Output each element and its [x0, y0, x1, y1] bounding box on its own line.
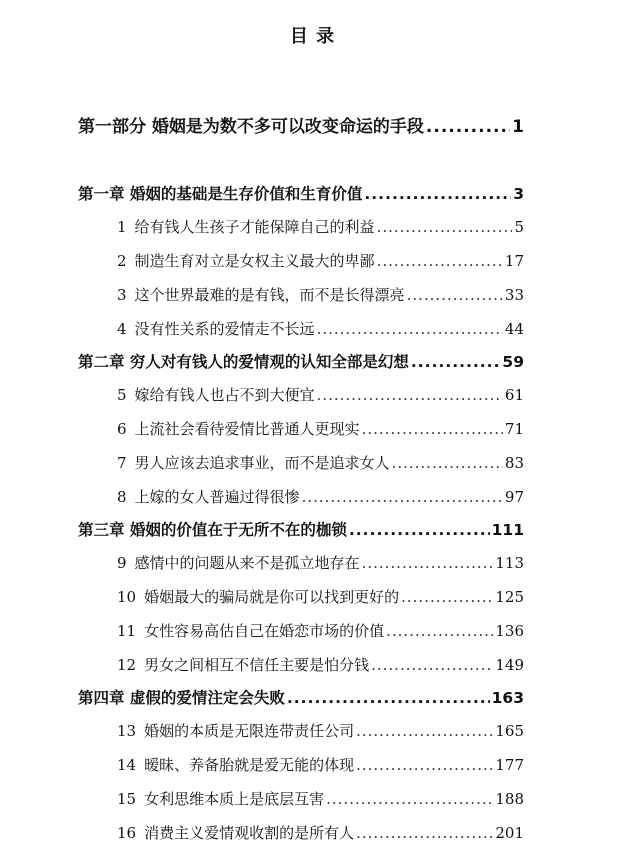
- page-number: 177: [495, 756, 524, 774]
- leader-dots: [377, 252, 503, 270]
- toc-chapter-entry: [78, 686, 524, 708]
- section-number: 3: [117, 286, 127, 304]
- leader-dots: [356, 722, 493, 740]
- part-label: 第一部分 婚姻是为数不多可以改变命运的手段: [78, 117, 424, 137]
- toc-chapter-entry: [78, 182, 524, 204]
- page-number: 59: [502, 353, 524, 371]
- toc-part-entry: [78, 112, 524, 137]
- leader-dots: [362, 554, 494, 572]
- page-number: 71: [504, 420, 524, 438]
- section-number: 4: [117, 320, 127, 338]
- section-title: 女性容易高估自己在婚恋市场的价值: [144, 622, 385, 640]
- page-number: 61: [504, 386, 524, 404]
- leader-dots: [377, 218, 513, 236]
- section-title: 嫁给有钱人也占不到大便宜: [134, 386, 315, 404]
- page-number: 163: [491, 689, 524, 707]
- leader-dots: [401, 588, 493, 606]
- leader-dots: [302, 488, 503, 506]
- leader-dots: [349, 521, 490, 539]
- section-number: 7: [117, 454, 127, 472]
- section-title: 消费主义爱情观收割的是所有人: [144, 824, 355, 842]
- chapter-label: 第三章 婚姻的价值在于无所不在的枷锁: [78, 521, 347, 539]
- page-number: 97: [504, 488, 524, 506]
- section-number: 10: [117, 588, 137, 606]
- section-title: 婚姻最大的骗局就是你可以找到更好的: [144, 588, 400, 606]
- section-number: 14: [117, 756, 137, 774]
- toc-section-entry: [117, 654, 524, 675]
- toc-section-entry: [117, 418, 524, 439]
- toc-section-entry: [117, 552, 524, 573]
- section-title: 制造生育对立是女权主义最大的卑鄙: [134, 252, 375, 270]
- section-title: 婚姻的本质是无限连带责任公司: [144, 722, 355, 740]
- leader-dots: [392, 454, 503, 472]
- page-number: 113: [495, 554, 524, 572]
- section-number: 12: [117, 656, 137, 674]
- toc-section-entry: [117, 452, 524, 473]
- chapter-label: 第二章 穷人对有钱人的爱情观的认知全部是幻想: [78, 353, 409, 371]
- section-number: 2: [117, 252, 127, 270]
- toc-section-entry: [117, 586, 524, 607]
- page-number: 149: [495, 656, 524, 674]
- section-number: 13: [117, 722, 137, 740]
- toc-title: 目 录: [289, 26, 336, 47]
- page-number: 125: [495, 588, 524, 606]
- leader-dots: [386, 622, 493, 640]
- section-title: 这个世界最难的是有钱，而不是长得漂亮: [134, 286, 405, 304]
- page-number: 3: [513, 185, 524, 203]
- page-number: 188: [495, 790, 524, 808]
- leader-dots: [411, 353, 501, 371]
- toc-section-entry: [117, 620, 524, 641]
- section-title: 男女之间相互不信任主要是怕分钱: [144, 656, 370, 674]
- toc-section-entry: [117, 720, 524, 741]
- toc-chapter-entry: [78, 350, 524, 372]
- section-number: 8: [117, 488, 127, 506]
- toc-chapter-entry: [78, 518, 524, 540]
- section-title: 暧昧、养备胎就是爱无能的体现: [144, 756, 355, 774]
- leader-dots: [356, 824, 493, 842]
- leader-dots: [356, 756, 493, 774]
- leader-dots: [371, 656, 493, 674]
- section-title: 上流社会看待爱情比普通人更现实: [134, 420, 360, 438]
- leader-dots: [317, 386, 503, 404]
- toc-section-entry: [117, 384, 524, 405]
- leader-dots: [326, 790, 493, 808]
- toc-section-entry: [117, 284, 524, 305]
- toc-section-entry: [117, 250, 524, 271]
- page-number: 1: [512, 117, 524, 137]
- chapter-label: 第四章 虚假的爱情注定会失败: [78, 689, 285, 707]
- section-number: 1: [117, 218, 127, 236]
- page-number: 136: [495, 622, 524, 640]
- section-number: 11: [117, 622, 137, 640]
- page-number: 201: [495, 824, 524, 842]
- toc-section-entry: [117, 822, 524, 843]
- section-number: 5: [117, 386, 127, 404]
- page-number: 44: [504, 320, 524, 338]
- section-title: 女利思维本质上是底层互害: [144, 790, 325, 808]
- leader-dots: [362, 420, 503, 438]
- toc-section-entry: [117, 788, 524, 809]
- chapter-label: 第一章 婚姻的基础是生存价值和生育价值: [78, 185, 363, 203]
- page-number: 111: [491, 521, 524, 539]
- page-number: 83: [504, 454, 524, 472]
- leader-dots: [407, 286, 503, 304]
- section-title: 感情中的问题从来不是孤立地存在: [134, 554, 360, 572]
- section-title: 没有性关系的爱情走不长远: [134, 320, 315, 338]
- toc-section-entry: [117, 318, 524, 339]
- leader-dots: [287, 689, 490, 707]
- toc-section-entry: [117, 754, 524, 775]
- section-title: 上嫁的女人普遍过得很惨: [134, 488, 300, 506]
- toc-section-entry: [117, 216, 524, 237]
- toc-section-entry: [117, 486, 524, 507]
- section-number: 6: [117, 420, 127, 438]
- section-number: 15: [117, 790, 137, 808]
- page-number: 5: [514, 218, 524, 236]
- leader-dots: [426, 117, 510, 137]
- page-number: 33: [504, 286, 524, 304]
- section-number: 9: [117, 554, 127, 572]
- leader-dots: [364, 185, 511, 203]
- section-number: 16: [117, 824, 137, 842]
- section-title: 给有钱人生孩子才能保障自己的利益: [134, 218, 375, 236]
- section-title: 男人应该去追求事业，而不是追求女人: [134, 454, 390, 472]
- page-number: 17: [504, 252, 524, 270]
- leader-dots: [317, 320, 503, 338]
- page-number: 165: [495, 722, 524, 740]
